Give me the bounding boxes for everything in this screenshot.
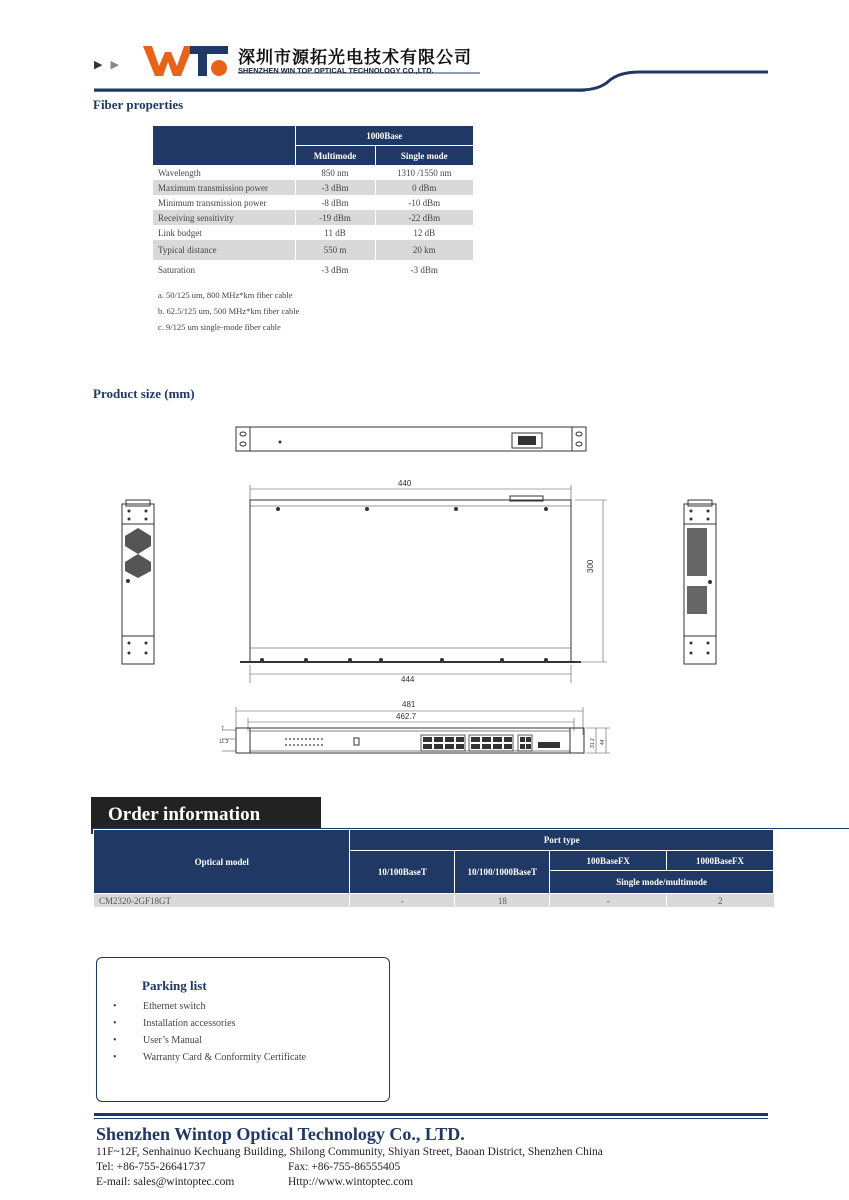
fiber-row-label: Maximum transmission power xyxy=(153,180,295,195)
bullet-icon: • xyxy=(113,1001,117,1012)
footer-divider xyxy=(94,1113,768,1116)
footer-address: 11F~12F, Senhainuo Kechuang Building, Shilong Community, Shiyan Street, Baoan District, Shenzhen China xyxy=(96,1146,603,1158)
table-row xyxy=(153,225,473,240)
dim-left-b: 11.3 xyxy=(219,739,229,745)
product-size-title: Product size (mm) xyxy=(93,386,195,401)
packing-list-title: Parking list xyxy=(142,978,207,993)
top-view-drawing xyxy=(235,480,615,685)
list-item xyxy=(113,1052,306,1063)
company-name-cn: 深圳市源拓光电技术有限公司 xyxy=(238,48,472,68)
fiber-row-single: 0 dBm xyxy=(375,180,473,195)
table-row xyxy=(153,210,473,225)
order-cell-10-100-1000: 18 xyxy=(455,894,550,908)
side-view-left-drawing xyxy=(120,498,156,666)
fiber-row-multi: -19 dBm xyxy=(295,210,375,225)
footer-fax: Fax: +86-755-86555405 xyxy=(288,1161,401,1173)
packing-item-label: User’s Manual xyxy=(143,1035,202,1046)
fiber-row-label: Minimum transmission power xyxy=(158,197,267,208)
packing-list-box xyxy=(96,957,390,1102)
table-row xyxy=(153,260,473,280)
footer-tel: Tel: +86-755-26641737 xyxy=(96,1161,206,1173)
fiber-note: a. 50/125 um, 800 MHz*km fiber cable xyxy=(158,290,293,300)
fiber-row-single: 20 km xyxy=(375,240,473,260)
dim-depth: 300 xyxy=(586,559,595,573)
order-col-10-100-1000: 10/100/1000BaseT xyxy=(455,851,550,894)
order-header-row xyxy=(94,830,774,851)
fiber-row-multi: -8 dBm xyxy=(295,195,375,210)
arrow-right-icon: ▶ xyxy=(94,58,111,71)
fiber-col-singlemode: Single mode xyxy=(375,146,473,166)
header-swoosh-line xyxy=(0,60,849,100)
list-item xyxy=(113,1018,235,1029)
packing-item-label: Installation accessories xyxy=(143,1018,236,1029)
table-row xyxy=(153,180,473,195)
fiber-row-multi: 11 dB xyxy=(295,225,375,240)
dim-bottom-width: 444 xyxy=(401,675,415,684)
order-cell-model: CM2320-2GF18GT xyxy=(94,894,350,908)
order-col-1000fx: 1000BaseFX xyxy=(667,851,774,871)
fiber-row-multi: 850 nm xyxy=(295,165,375,180)
list-item xyxy=(113,1035,202,1046)
list-item xyxy=(113,1001,205,1012)
order-cell-100fx: - xyxy=(550,894,667,908)
dim-front-inner: 462.7 xyxy=(396,712,417,721)
fiber-row-multi: 550 m xyxy=(295,240,375,260)
arrow-right-icon: ▶ xyxy=(110,58,127,71)
fiber-row-single: -3 dBm xyxy=(375,260,473,280)
packing-item-label: Warranty Card & Conformity Certificate xyxy=(143,1052,307,1063)
company-name-en: SHENZHEN WIN TOP OPTICAL TECHNOLOGY CO.,LTD. xyxy=(238,66,434,75)
bullet-icon: • xyxy=(113,1035,117,1046)
table-row xyxy=(153,240,473,260)
fiber-row-label: Saturation xyxy=(158,265,195,275)
order-col-port-type: Port type xyxy=(350,830,774,851)
footer-email[interactable]: E-mail: sales@wintoptec.com xyxy=(96,1176,235,1188)
fiber-row-multi: -3 dBm xyxy=(295,260,375,280)
bullet-icon: • xyxy=(113,1052,117,1063)
footer-company-name: Shenzhen Wintop Optical Technology Co., LTD. xyxy=(96,1124,465,1144)
fiber-row-single: 1310 /1550 nm xyxy=(375,165,473,180)
order-col-mode: Single mode/multimode xyxy=(550,871,774,894)
fiber-properties-title: Fiber properties xyxy=(93,97,184,112)
dim-left-a: 7 xyxy=(221,726,224,732)
dim-top-width: 440 xyxy=(398,479,412,488)
fiber-note: b. 62.5/125 um, 500 MHz*km fiber cable xyxy=(158,306,300,316)
fiber-col-multimode: Multimode xyxy=(295,146,375,166)
order-cell-10-100: - xyxy=(350,894,455,908)
table-row xyxy=(94,894,774,908)
fiber-row-label: Typical distance xyxy=(153,240,295,260)
fiber-row-label: Link budget xyxy=(158,227,202,238)
dim-right-b: 44 xyxy=(600,739,606,745)
order-col-100fx: 100BaseFX xyxy=(550,851,667,871)
rear-view-drawing xyxy=(235,425,587,453)
footer-divider-thin xyxy=(94,1118,768,1119)
fiber-note: c. 9/125 um single-mode fiber cable xyxy=(158,322,281,332)
fiber-row-single: -10 dBm xyxy=(375,195,473,210)
bullet-icon: • xyxy=(113,1018,117,1029)
order-cell-1000fx: 2 xyxy=(667,894,774,908)
fiber-header-blank xyxy=(153,126,295,165)
table-row xyxy=(153,195,473,210)
fiber-properties-table xyxy=(153,126,473,280)
side-view-right-drawing xyxy=(682,498,718,666)
dim-right-a: 31.2 xyxy=(590,738,596,748)
footer-website[interactable]: Http://www.wintoptec.com xyxy=(288,1176,414,1188)
dim-front-total: 481 xyxy=(402,700,416,709)
fiber-group-header: 1000Base xyxy=(295,126,473,146)
fiber-row-single: 12 dB xyxy=(375,225,473,240)
packing-item-label: Ethernet switch xyxy=(143,1001,206,1012)
order-table xyxy=(93,829,774,907)
fiber-row-single: -22 dBm xyxy=(375,210,473,225)
fiber-header-row xyxy=(153,126,473,146)
table-row xyxy=(153,165,473,180)
order-col-10-100: 10/100BaseT xyxy=(350,851,455,894)
fiber-row-label: Receiving sensitivity xyxy=(153,210,295,225)
order-col-model: Optical model xyxy=(94,830,350,894)
fiber-row-label: Wavelength xyxy=(158,167,201,178)
order-information-title: Order information xyxy=(108,804,261,825)
fiber-row-multi: -3 dBm xyxy=(295,180,375,195)
